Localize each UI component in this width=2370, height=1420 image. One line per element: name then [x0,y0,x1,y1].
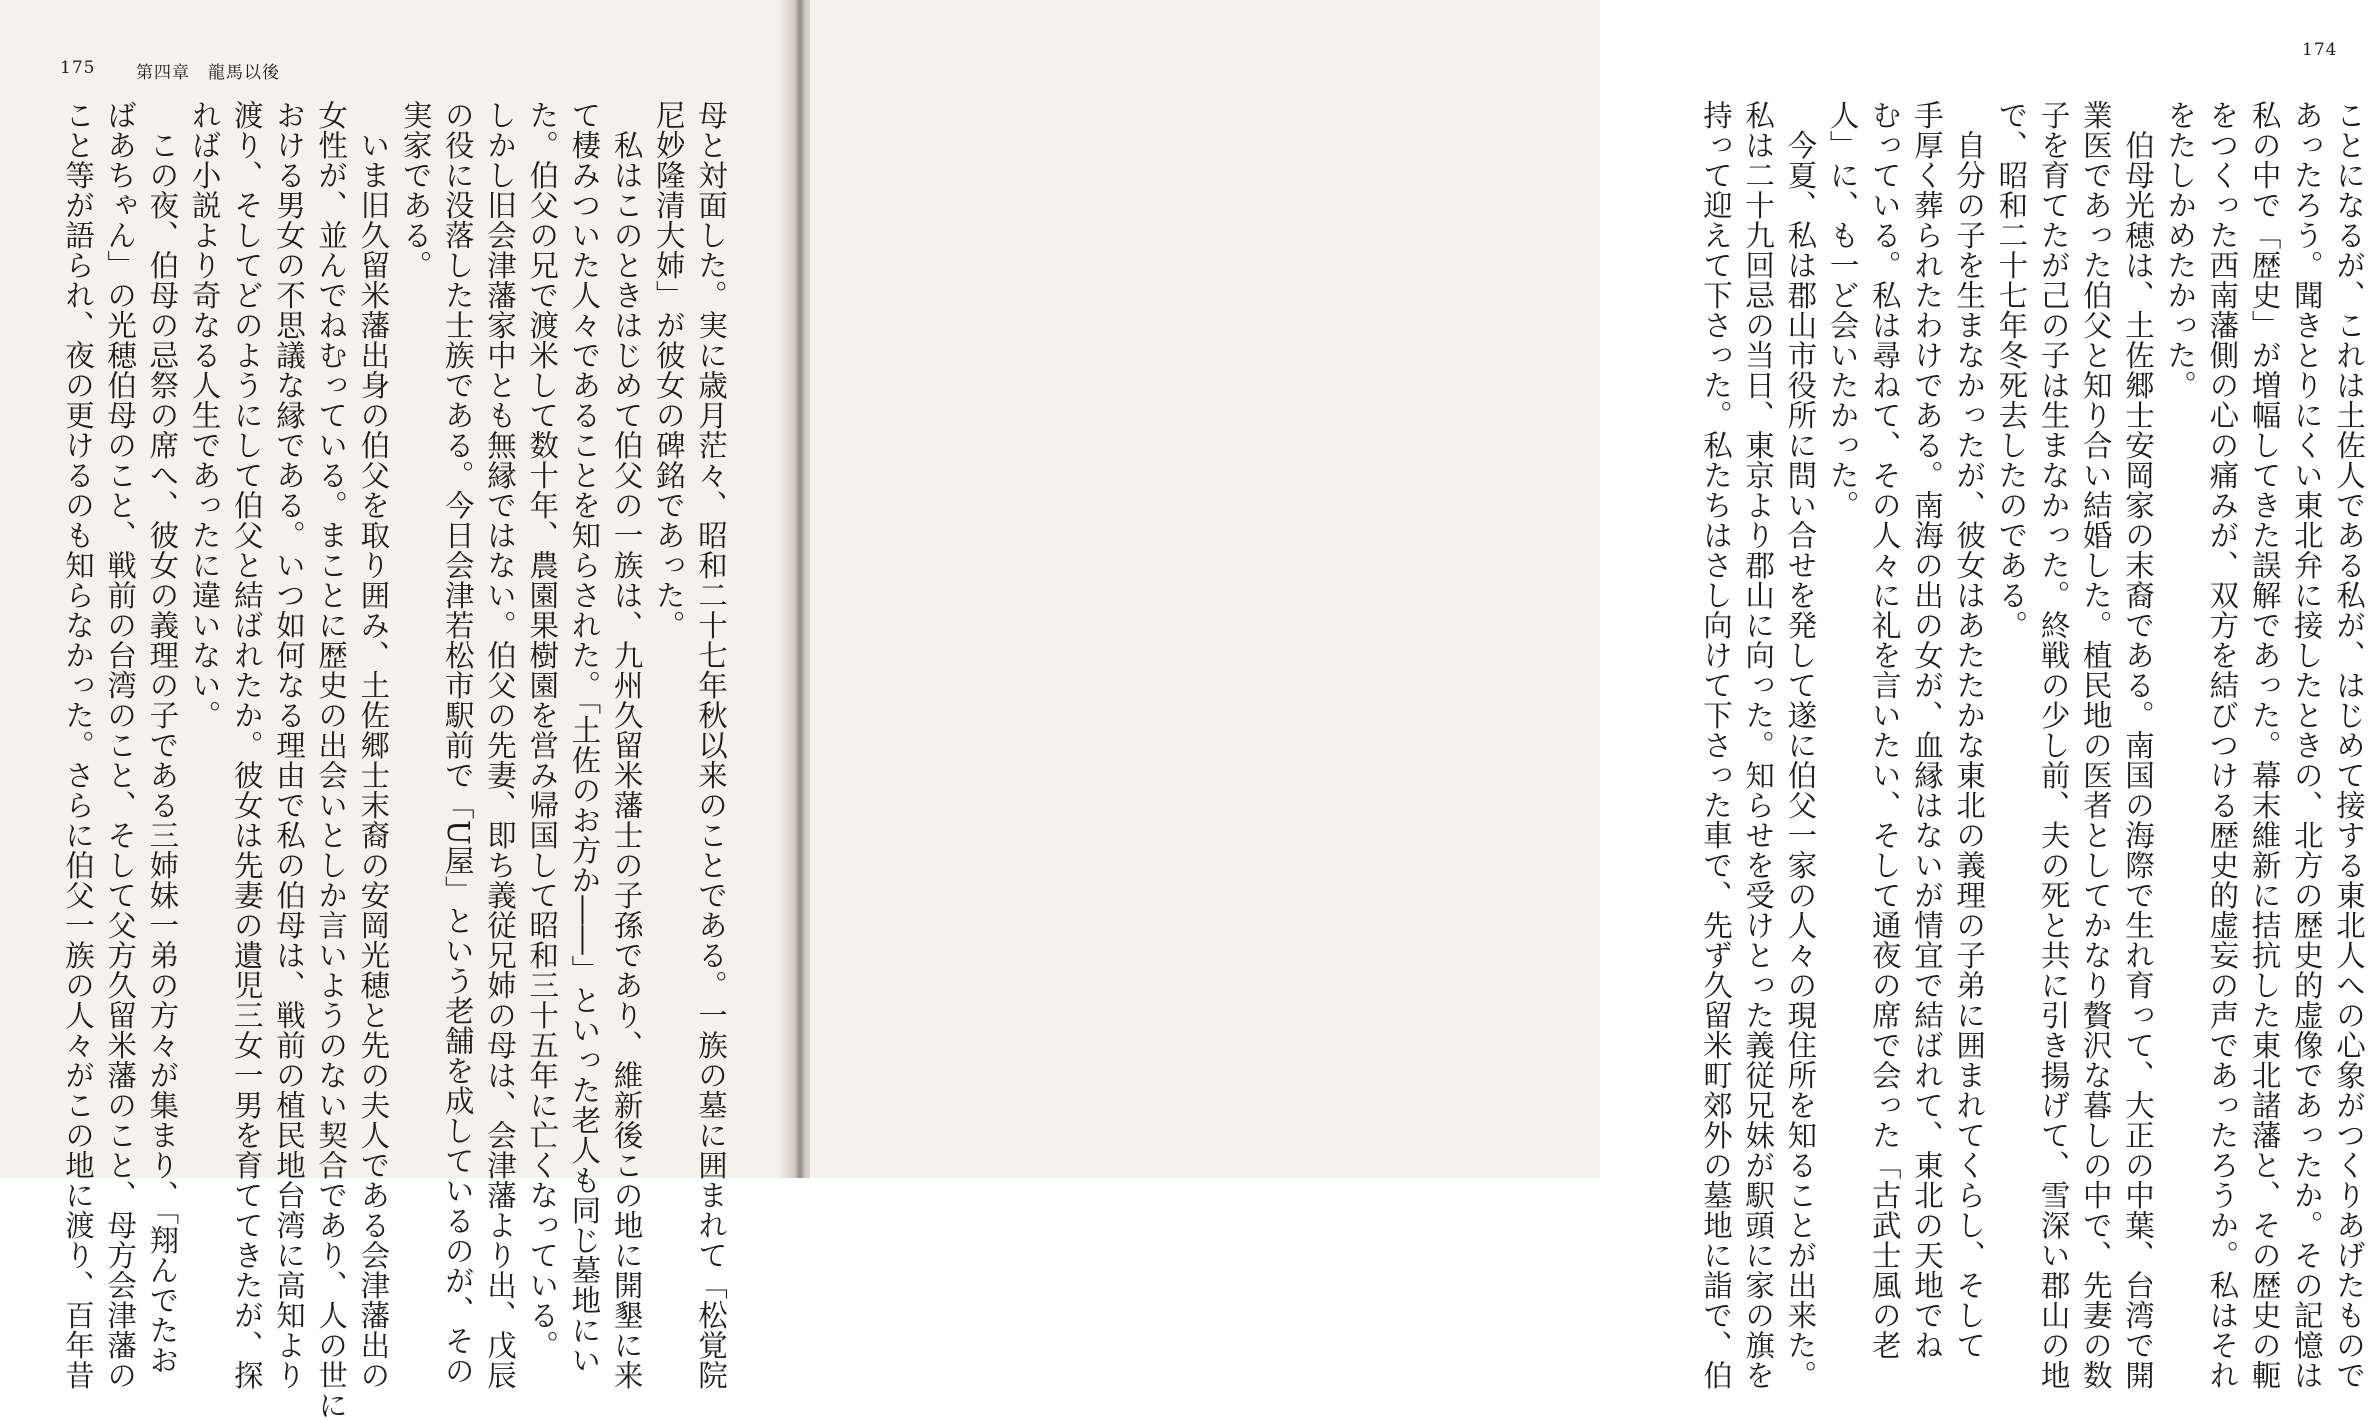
text-line: をつくった西南藩側の心の痛みが、双方を結びつける歴史的虚妄の声であったろうか。私はそれ [2205,100,2240,1390]
text-line: 渡り、そしてどのようにして伯父と結ばれたか。彼女は先妻の遺児三女一男を育ててきたが、探 [229,100,264,1390]
text-line: で、昭和二十七年冬死去したのである。 [1994,100,2029,640]
text-line: 私の中で「歴史」が増幅してきた誤解であった。幕末維新に拮抗した東北諸藩と、その歴史の軛 [2247,100,2282,1390]
text-line: しかし旧会津藩家中とも無縁ではない。伯父の先妻、即ち義従兄姉の母は、会津藩より出、戊辰 [482,100,517,1390]
text-line: ことになるが、これは土佐人である私が、はじめて接する東北人への心象がつくりあげたもので [2332,100,2366,1390]
text-line: 母と対面した。実に歳月茫々、昭和二十七年秋以来のことである。一族の墓に囲まれて「松覚院 [694,100,728,1390]
text-line: 業医であった伯父と知り合い結婚した。植民地の医者としてかなり贅沢な暮しの中で、先妻の数 [2078,100,2113,1390]
text-line: 実家である。 [398,100,433,280]
text-line: て棲みついた人々であることを知らされた。「土佐のお方か――」といった老人も同じ墓地にい [567,100,602,1376]
text-line: おける男女の不思議な縁である。いつ如何なる理由で私の伯母は、戦前の植民地台湾に高知より [271,100,306,1390]
text-line: の役に没落した士族である。今日会津若松市駅前で「U屋」という老舗を成しているのが、その [440,100,475,1386]
text-line: た。伯父の兄で渡米して数十年、農園果樹園を営み帰国して昭和三十五年に亡くなっている。 [525,100,560,1360]
text-line: 尼妙隆清大姉」が彼女の碑銘であった。 [651,100,686,640]
text-line: 今夏、私は郡山市役所に問い合せを発して遂に伯父一家の人々の現住所を知ることが出来た。 [1783,100,1818,1390]
text-line: 自分の子を生まなかったが、彼女はあたたかな東北の義理の子弟に囲まれてくらし、そして [1952,100,1987,1360]
text-line: 女性が、並んでねむっている。まことに歴史の出会いとしか言いようのない契合であり、人の世に [314,100,349,1420]
text-line: 伯母光穂は、土佐郷士安岡家の末裔である。南国の海際で生れ育って、大正の中葉、台湾で開 [2120,100,2155,1390]
text-line: 持って迎えて下さった。私たちはさし向けて下さった車で、先ず久留米町郊外の墓地に詣で、伯 [1698,100,1733,1390]
text-line: 手厚く葬られたわけである。南海の出の女が、血縁はないが情宜で結ばれて、東北の天地でね [1909,100,1944,1360]
text-line: あったろう。聞きとりにくい東北弁に接したときの、北方の歴史的虚像であったか。その記憶は [2289,100,2324,1390]
text-line: 子を育てたが己の子は生まなかった。終戦の少し前、夫の死と共に引き揚げて、雪深い郡山の地 [2036,100,2071,1390]
left-page-body [52,100,732,1420]
page-number-left: 175 [60,58,96,78]
left-page [0,0,790,1420]
text-line: この夜、伯母の忌祭の席へ、彼女の義理の子である三姉妹一弟の方々が集まり、「翔んでたお [145,100,180,1376]
right-page-body [1680,100,2370,1390]
text-line: むっている。私は尋ねて、その人々に礼を言いたい、そして通夜の席で会った「古武士風の老 [1867,100,1902,1360]
text-line: をたしかめたかった。 [2163,100,2198,400]
text-line: 私はこのときはじめて伯父の一族は、九州久留米藩士の子孫であり、維新後この地に開墾に来 [609,100,644,1390]
text-line: ばあちゃん」の光穂伯母のこと、戦前の台湾のこと、そして父方久留米藩のこと、母方会津藩の [103,100,138,1390]
text-line: 私は二十九回忌の当日、東京より郡山に向った。知らせを受けとった義従兄妹が駅頭に家の旗を [1741,100,1776,1390]
text-line: 人」に、も一ど会いたかった。 [1825,100,1860,520]
text-line: いま旧久留米藩出身の伯父を取り囲み、土佐郷士末裔の安岡光穂と先の夫人である会津藩出の [356,100,391,1390]
text-line: れば小説より奇なる人生であったに違いない。 [187,100,222,730]
right-page [810,0,2366,1390]
page-number-right: 174 [2302,40,2338,60]
text-line: こと等が語られ、夜の更けるのも知らなかった。さらに伯父一族の人々がこの地に渡り、百年昔 [60,100,95,1390]
running-head-chapter: 第四章 龍馬以後 [136,63,280,83]
